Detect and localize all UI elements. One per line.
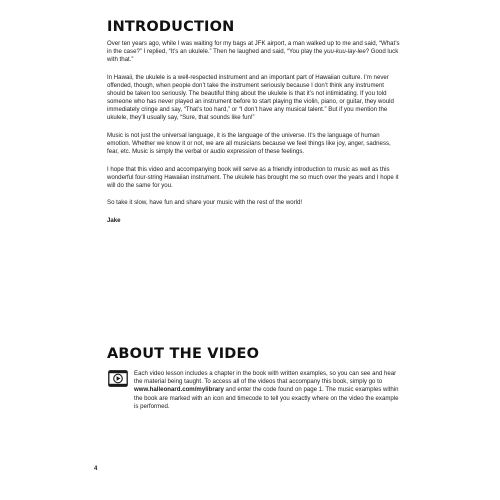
about-video-heading: ABOUT THE VIDEO (107, 346, 260, 362)
intro-paragraph-4: I hope that this video and accompanying book will serve as a friendly introduction to music as well as this wonderful four-string Hawaiian instrument. The ukulele has brought me so much over the years and I hope it will do the same for you. (107, 165, 399, 189)
about-video-text (134, 370, 402, 411)
introduction-body (107, 40, 400, 235)
intro-p1-text-a: Over ten years ago, while I was waiting for my bags at JFK airport, a man walked up to me and said, “What’s in the case?” I replied, “It’s an ukulele.” Then he laughed and said, “You play the (107, 40, 400, 56)
library-url-link[interactable]: www.halleonard.com/mylibrary (134, 386, 224, 394)
intro-p1-emphasis: yuu-kuu-lay-lee (324, 48, 366, 56)
intro-paragraph-1 (107, 40, 400, 64)
page-number: 4 (94, 466, 98, 472)
about-video-text-b: and enter the code found on page 1. The music examples within the book are marked with an icon and timecode to tell you exactly where on the video the example is performed. (134, 386, 399, 410)
author-signature: Jake (107, 217, 121, 224)
introduction-heading: INTRODUCTION (107, 19, 235, 35)
intro-p1-text-b: ? Good luck with that.” (107, 48, 399, 64)
intro-paragraph-2: In Hawaii, the ukulele is a well-respected instrument and an important part of Hawaiian culture. I’m never offended, though, when people don’t take the instrument seriously because I don’t think any instrument should be taken too seriously. The beautiful thing about the ukulele is that it’s not intimidating. If you told someone who has never played an instrument before to start playing the violin, piano, or guitar, they would immediately cringe and say, “That’s too hard,” or “I don’t have any musical talent.” But if you mention the ukulele, they’ll usually say, “Sure, that sounds like fun!” (107, 73, 394, 122)
about-video-text-a: Each video lesson includes a chapter in the book with written examples, so you can see and hear the material being taught. To access all of the videos that accompany this book, simply go to (134, 370, 397, 386)
video-play-icon (108, 370, 128, 387)
intro-paragraph-3: Music is not just the universal language, it is the language of the universe. It’s the language of human emotion. Whether we know it or not, we are all musicians because we feel things like joy, anger, sadness, fear, etc. Music is simply the verbal or audio expression of these feelings. (107, 131, 391, 156)
intro-paragraph-5: So take it slow, have fun and share your music with the rest of the world! (107, 199, 303, 207)
